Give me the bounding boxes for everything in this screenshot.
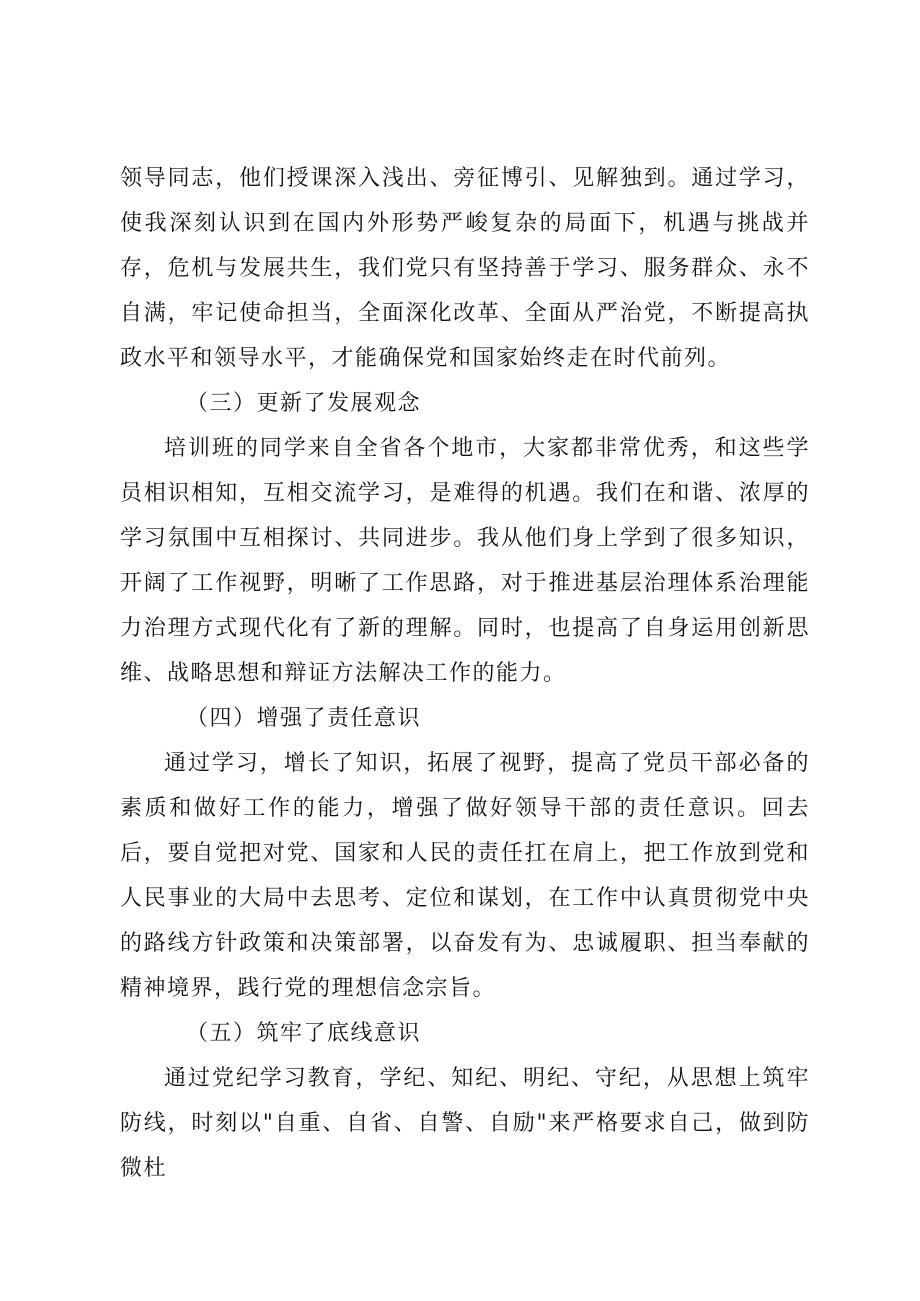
paragraph-section-5: 通过党纪学习教育，学纪、知纪、明纪、守纪，从思想上筑牢防线，时刻以"自重、自省、自警、自励"来严格要求自己，做到防微杜	[120, 1066, 810, 1181]
document-body	[120, 156, 810, 1191]
paragraph-continued: 领导同志，他们授课深入浅出、旁征博引、见解独到。通过学习，使我深刻认识到在国内外形势严峻复杂的局面下，机遇与挑战并存，危机与发展共生，我们党只有坚持善于学习、服务群众、永不自满，牢记使命担当，全面深化改革、全面从严治党，不断提高执政水平和领导水平，才能确保党和国家始终走在时代前列。	[120, 166, 810, 371]
paragraph-section-3: 培训班的同学来自全省各个地市，大家都非常优秀，和这些学员相识相知，互相交流学习，是难得的机遇。我们在和谐、浓厚的学习氛围中互相探讨、共同进步。我从他们身上学到了很多知识，开阔了工作视野，明晰了工作思路，对于推进基层治理体系治理能力治理方式现代化有了新的理解。同时，也提高了自身运用创新思维、战略思想和辩证方法解决工作的能力。	[120, 436, 810, 686]
section-heading-5: （五）筑牢了底线意识	[186, 1021, 422, 1046]
section-heading-3: （三）更新了发展观念	[186, 391, 422, 416]
section-heading-4: （四）增强了责任意识	[186, 706, 422, 731]
paragraph-section-4: 通过学习，增长了知识，拓展了视野，提高了党员干部必备的素质和做好工作的能力，增强了做好领导干部的责任意识。回去后，要自觉把对党、国家和人民的责任扛在肩上，把工作放到党和人民事业的大局中去思考、定位和谋划，在工作中认真贯彻党中央的路线方针政策和决策部署，以奋发有为、忠诚履职、担当奉献的精神境界，践行党的理想信念宗旨。	[120, 751, 810, 1001]
